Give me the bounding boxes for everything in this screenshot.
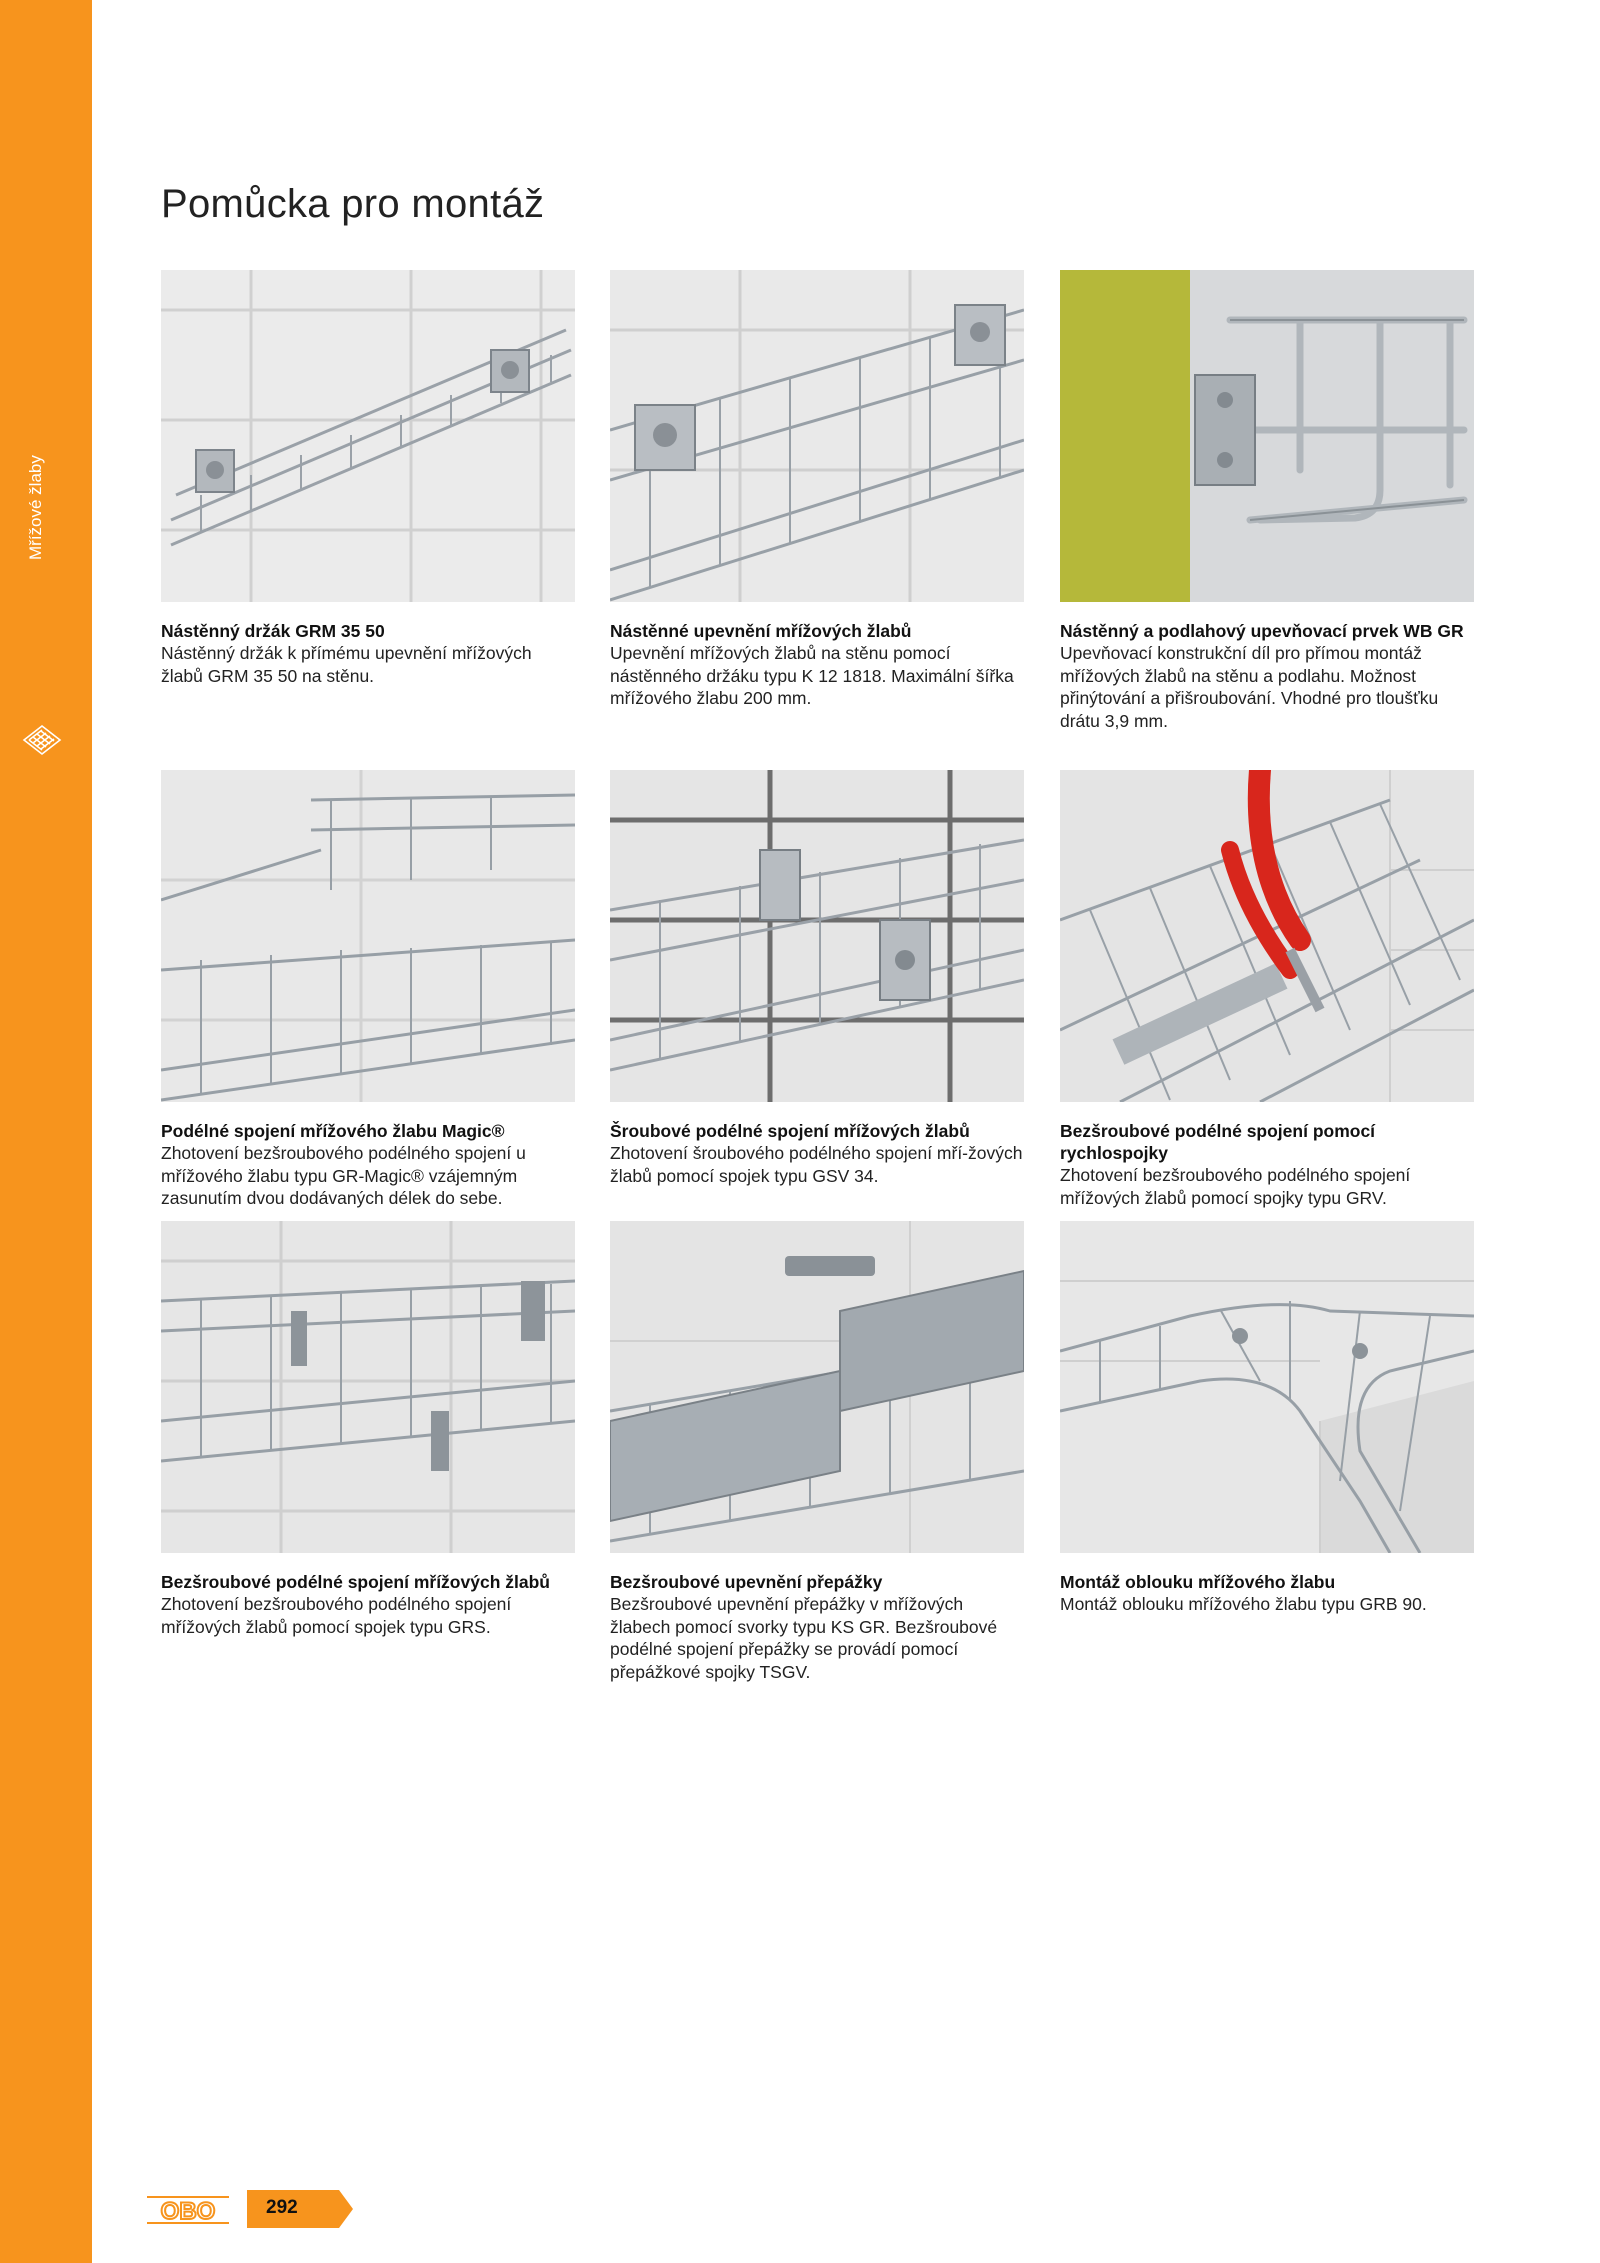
page-number-tag: [247, 2190, 353, 2228]
logo-text: OBO: [160, 2198, 216, 2225]
product-card: [1060, 1221, 1474, 1616]
wb-gr-fixing-photo: [1060, 270, 1474, 602]
gsv-screw-connection-photo: [610, 770, 1024, 1102]
product-photo: [161, 770, 575, 1102]
side-color-bar: [0, 0, 92, 2263]
product-photo: [161, 1221, 575, 1553]
product-card: [610, 270, 1024, 710]
product-card: [161, 270, 575, 687]
product-photo: [1060, 770, 1474, 1102]
product-photo: [610, 770, 1024, 1102]
wall-mounting-k12-photo: [610, 270, 1024, 602]
magic-connection-photo: [161, 770, 575, 1102]
card-text: Bezšroubové upevnění přepážky v mřížových žlabech pomocí svorky typu KS GR. Bezšroubové podélné spojení přepážky se provádí pomocí přepážkové spojky TSGV.: [610, 1594, 998, 1682]
card-title: Montáž oblouku mřížového žlabu: [1060, 1572, 1336, 1592]
divider-fixing-photo: [610, 1221, 1024, 1553]
product-card: [610, 1221, 1024, 1683]
card-title: Bezšroubové podélné spojení pomocí rychlospojky: [1060, 1121, 1376, 1163]
page-title: Pomůcka pro montáž: [161, 182, 545, 226]
card-title: Šroubové podélné spojení mřížových žlabů: [610, 1121, 970, 1141]
product-card: [1060, 770, 1474, 1209]
product-card: [161, 770, 575, 1210]
card-title: Nástěnné upevnění mřížových žlabů: [610, 621, 912, 641]
card-text: Montáž oblouku mřížového žlabu typu GRB 90.: [1060, 1594, 1427, 1614]
obo-logo: [147, 2193, 229, 2227]
grb90-bend-photo: [1060, 1221, 1474, 1553]
section-label: Mřížové žlaby: [26, 455, 45, 560]
card-title: Bezšroubové upevnění přepážky: [610, 1572, 883, 1592]
page-number: 292: [266, 2197, 298, 2218]
card-text: Nástěnný držák k přímému upevnění mřížových žlabů GRM 35 50 na stěnu.: [161, 643, 532, 686]
card-text: Zhotovení bezšroubového podélného spojení u mřížového žlabu typu GR-Magic® vzájemným zasunutím dvou dodávaných délek do sebe.: [161, 1143, 526, 1208]
product-photo: [161, 270, 575, 602]
card-text: Zhotovení bezšroubového podélného spojení mřížových žlabů pomocí spojky typu GRV.: [1060, 1165, 1411, 1208]
grv-quick-connector-photo: [1060, 770, 1474, 1102]
wire-tray-icon: [20, 718, 64, 762]
product-card: [1060, 270, 1474, 732]
card-title: Bezšroubové podélné spojení mřížových žlabů: [161, 1572, 550, 1592]
product-card: [161, 1221, 575, 1638]
card-text: Upevnění mřížových žlabů na stěnu pomocí nástěnného držáku typu K 12 1818. Maximální šířka mřížového žlabu 200 mm.: [610, 643, 1014, 708]
wall-bracket-grm-photo: [161, 270, 575, 602]
product-card: [610, 770, 1024, 1187]
card-text: Zhotovení šroubového podélného spojení mří-žových žlabů pomocí spojek typu GSV 34.: [610, 1143, 1023, 1186]
card-title: Nástěnný držák GRM 35 50: [161, 621, 385, 641]
grs-connection-photo: [161, 1221, 575, 1553]
product-photo: [1060, 270, 1474, 602]
card-title: Podélné spojení mřížového žlabu Magic®: [161, 1121, 505, 1141]
product-photo: [610, 270, 1024, 602]
card-text: Upevňovací konstrukční díl pro přímou montáž mřížových žlabů na stěnu a podlahu. Možnost přinýtování a přišroubování. Vhodné pro tloušťku drátu 3,9 mm.: [1060, 643, 1439, 731]
product-photo: [610, 1221, 1024, 1553]
card-text: Zhotovení bezšroubového podélného spojení mřížových žlabů pomocí spojek typu GRS.: [161, 1594, 512, 1637]
card-title: Nástěnný a podlahový upevňovací prvek WB GR: [1060, 621, 1464, 641]
product-photo: [1060, 1221, 1474, 1553]
